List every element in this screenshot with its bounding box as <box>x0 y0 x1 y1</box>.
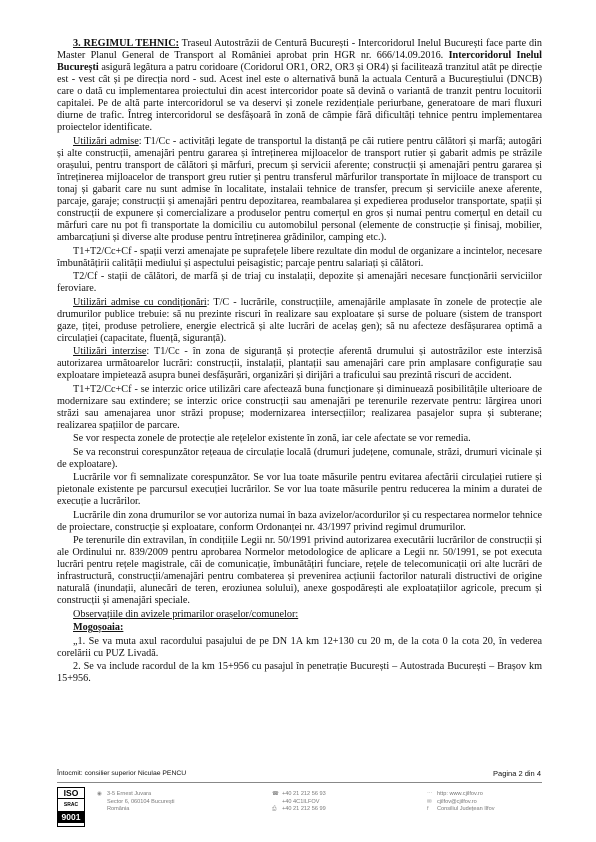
web-icon: ⋯ <box>427 791 433 797</box>
prepared-by: Întocmit: consilier superior Niculae PENCU <box>57 770 187 777</box>
footer-address: ◉ 3-5 Ernest Juvara Sector 6, 060104 București România <box>97 791 175 812</box>
mogosoaia-item-1: „1. Se va muta axul racordului pasajului de pe DN 1A km 12+130 cu 20 m, de la cota 0 la cota 20, în vederea corelării cu PUZ Livadă. <box>57 635 542 659</box>
paragraph-protectie: Se vor respecta zonele de protecție ale rețelelor existente în zonă, iar cele afectate se vor remedia. <box>73 433 471 445</box>
paragraph-reconstruire: Se va reconstrui corespunzător rețeaua de circulație locală (drumuri județene, comunale, străzi, drumuri vicinale și de exploatare). <box>57 446 542 470</box>
footer-web: ⋯ http: www.cjilfov.ro ✉ cjilfov@cjilfov.ro f Consiliul Județean Ilfov <box>427 791 495 812</box>
iso-certification-logo: ISO SRAC 9001 <box>57 787 85 827</box>
mogosoaia-item-2: 2. Se va include racordul de la km 15+956 cu pasajul în penetrație București – Autostrada București – Brașov km 15+956. <box>57 661 542 685</box>
page-number: Pagina 2 din 4 <box>493 769 541 778</box>
paragraph-extravilan: Pe terenurile din extravilan, în condițiile Legii nr. 50/1991 privind autorizarea executării lucrărilor de construcții și ale Ordinului nr. 839/2009 pentru aprobarea Normelor metodologice de aplicare a Legii nr. 50/1991, se pot executa lucrări pentru rețele magistrale, căi de comunicație, îmbunătățiri funciare, rețele de telecomunicații ori alte lucrări de infrastructură, construcții/amenajări pentru combaterea și prevenirea acțiunii factorilor naturali distructivi de origine naturală (inundații, alunecări de teren, eroziunea solului), anexe gospodărești ale exploatațiilor agricole, precum și construcții și amenajări speciale. <box>57 535 542 607</box>
paragraph-interzise: Utilizări interzise: T1/Cc - în zona de siguranță și protecție aferentă drumului și autostrăzilor este interzisă autorizarea următoarelor lucrări: construcții, instalații, plantații sau amenajări care prin amplasare configurație sau exploatare impietează asupra bunei desfășurări, organizări și dirijări a traficului sau prezintă riscuri de accident. <box>57 346 542 382</box>
section-heading: 3. REGIMUL TEHNIC: <box>73 38 179 49</box>
paragraph-semnalizare: Lucrările vor fi semnalizate corespunzător. Se vor lua toate măsurile pentru evitarea afectării circulației rutiere și pietonale existente pe parcursul execuției lucrărilor. Se vor lua toate măsurile pentru reducerea la minim a duratei de execuție a lucrărilor. <box>57 472 542 508</box>
facebook-icon: f <box>427 806 429 812</box>
phone-icon: ☎ <box>272 791 279 797</box>
location-pin-icon: ◉ <box>97 791 102 797</box>
paragraph-avize: Lucrările din zona drumurilor se vor autoriza numai în baza avizelor/acordurilor și cu respectarea normelor tehnice de proiectare, construcție și exploatare, conform Ordonanței nr. 43/1997 privind regimul drumurilor. <box>57 509 542 533</box>
page-footer <box>57 782 542 831</box>
footer-phone: ☎ +40 21 212 56 93 +40 4C1ILFOV ⎙ +40 21 212 56 99 <box>272 791 326 812</box>
observations-heading: Observațiile din avizele primarilor orașelor/comunelor: <box>73 608 299 620</box>
document-body <box>57 38 542 687</box>
email-icon: ✉ <box>427 798 432 805</box>
paragraph-regim-tehnic: 3. REGIMUL TEHNIC: Traseul Autostrăzii de Centură București - Intercoridorul Inelul București face parte din Master Planul General de Transport al României aprobat prin HGR nr. 666/14.09.2016. Intercoridorul Inelul București asigură legătura a patru coridoare (Coridorul OR1, OR2, OR3 și OR4) și facilitează tranzitul atât pe direcție est - vest cât și pe direcția nord - sud. Acest inel este o alternativă bună la actuala Centură a Bucureștiului (DNCB) care o dată cu implementarea proiectului din acest intercoridor poate să devină o variantă de tranzit pentru locuitorii capitalei. Pe de altă parte intercoridorul se va deservi și zonele rezidențiale periurbane, generatoare de mari fluxuri diurne de trafic. Întreg intercoridorul se desfășoară în zonă de câmpie fără dificultăți tehnice pentru implementarea proiectelor identificate. <box>57 38 542 134</box>
paragraph-conditionari: Utilizări admise cu condiționări: T/C - lucrările, construcțiile, amenajările amplasate în zonele de protecție ale drumurilor publice trebuie: să nu prezinte riscuri în realizare sau exploatare și surse de poluare (sistem de transport gaze, țiței, produse petroliere, energie electrică și alte lucrări de acelaș gen); să nu afecteze desfășurarea optimă a circulației (capacitate, fluență, siguranță). <box>57 296 542 344</box>
paragraph-interzise-t1t2: T1+T2/Cc+Cf - se interzic orice utilizări care afectează buna funcționare și diminuează posibilitățile ulterioare de modernizare sau extindere; se interzic orice construcții sau amenajări pe terenurile rezervate pentru: lărgirea unori străzi sau amenajarea unor străzi propuse; modernizarea intersecțiilor; realizarea pasajelor supra și subterane; realizarea spațiilor de parcare. <box>57 383 542 431</box>
mogosoaia-heading: Mogoșoaia: <box>73 622 124 634</box>
paragraph-utilizari-admise: Utilizări admise: T1/Cc - activități legate de transportul la distanță pe căi rutiere pentru călători și marfă; autogări și alte construcții, amenajări pentru gararea și întreținerea mijloacelor de transport rutier și gabarit admis pe străzile orașului, pentru transport de călători și mărfuri, precum și servicii aferente; construcții și amenajări pentru gararea și întreținerea mijloacelor de transport greu rutier și pentru transferul mărfurilor transportate în mijloace de transport cu tonaj și gabarit care nu sunt admise în localitate, instalaii tehnice de transfer, precum și serviciile anexe aferente, parcaje, garaje; construcții și amenajări pentru depozitarea, reambalarea și expedierea produselor transportate, spații și construcții de expunere și comercializare a produselor pentru comerțul en gros și numai pentru comerțul en detail cu mărfuri care nu pot fi transportate la domiciliu cu automobilul personal (elemente de construcție și finisaj, mobilier, ambarcațiuni și diverse alte produse pentru întreținerea grădinilor, camping etc.). <box>57 135 542 244</box>
paragraph-t1t2: T1+T2/Cc+Cf - spații verzi amenajate pe suprafețele libere rezultate din modul de organizare a incintelor, necesare îmbunătățirii calității mediului și aspectului peisagistic; parcaje pentru salariați și călători. <box>57 245 542 269</box>
paragraph-t2cf: T2/Cf - stații de călători, de marfă și de triaj cu instalații, depozite și amenajări necesare funcționării serviciilor feroviare. <box>57 271 542 295</box>
fax-icon: ⎙ <box>272 806 277 812</box>
